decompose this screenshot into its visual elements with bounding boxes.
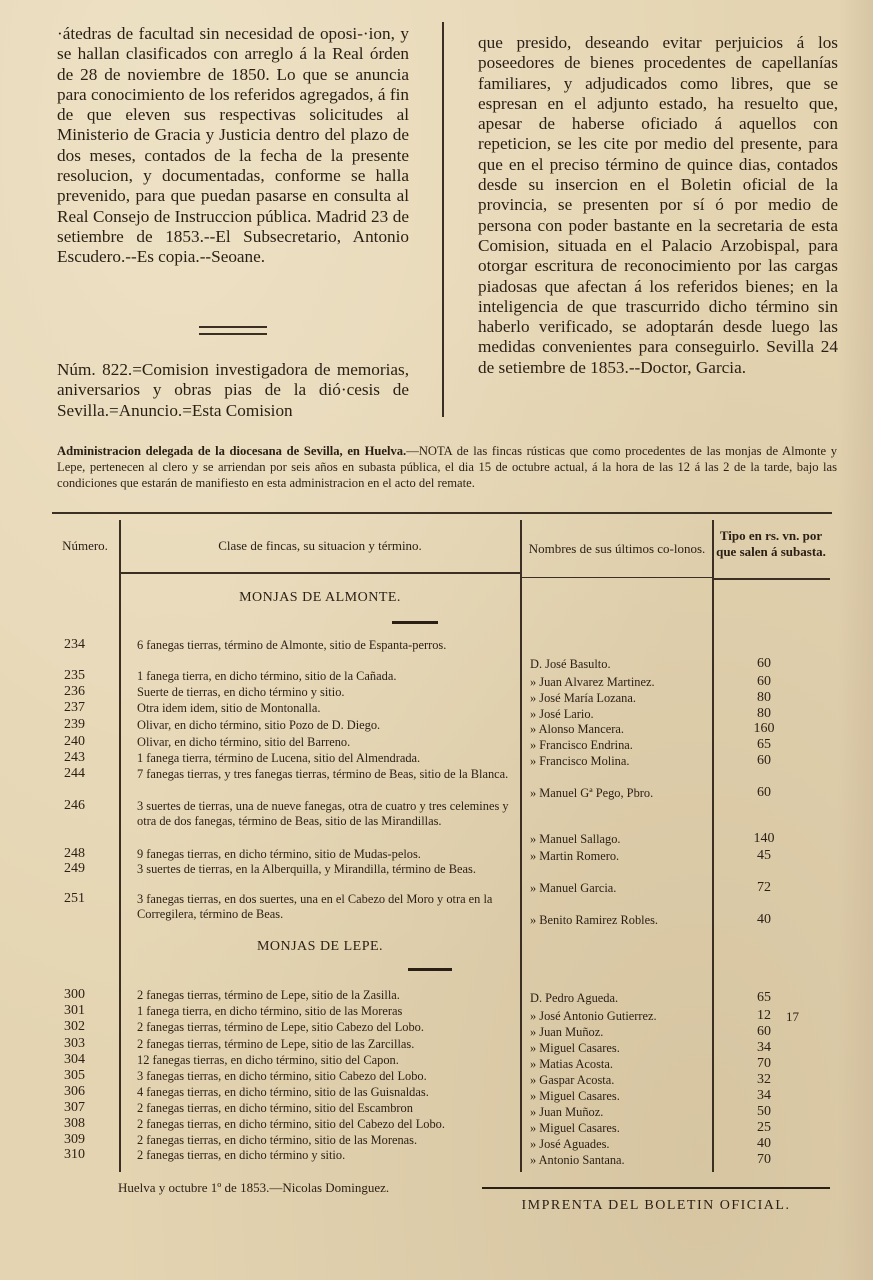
row-owner: » Miguel Casares. (530, 1041, 620, 1055)
row-price: 60 (757, 785, 771, 800)
row-description: Otra idem idem, sitio de Montonalla. (137, 701, 321, 715)
row-description: 7 fanegas tierras, y tres fanegas tierras, término de Beas, sitio de la Blanca. (137, 767, 509, 781)
row-number: 240 (64, 734, 85, 749)
notice-body: —NOTA de las fincas rústicas que como procedentes de las monjas de Almonte y Lepe, pertenecen al clero y se arriendan por seis años en subasta pública, el dia 15 de octubre actual, á la hora de las 12 á las 2 de la tarde, bajo las condiciones que estarán de manifiesto en esta administracion en el acto del remate. (57, 444, 837, 490)
row-number: 244 (64, 766, 85, 781)
left-column (57, 24, 409, 268)
row-price: 72 (757, 880, 771, 895)
row-owner: » Martin Romero. (530, 849, 620, 863)
row-description: 1 fanega tierra, en dicho término, sitio de las Moreras (137, 1004, 403, 1018)
row-owner: » José María Lozana. (530, 691, 636, 705)
section-rule-almonte (392, 621, 438, 624)
row-number: 304 (64, 1052, 85, 1067)
row-number: 308 (64, 1116, 85, 1131)
header-number: Número. (62, 538, 108, 553)
row-price: 34 (757, 1040, 771, 1055)
section-title-almonte: MONJAS DE ALMONTE. (239, 590, 401, 605)
row-owner: » José Aguades. (530, 1137, 610, 1151)
row-price: 40 (757, 1136, 771, 1151)
table-header-rule-2 (522, 577, 712, 578)
row-owner: » Antonio Santana. (530, 1153, 625, 1167)
row-price: 60 (757, 674, 771, 689)
table-header-rule-3 (714, 578, 830, 580)
notice-lead: Administracion delegada de la diocesana de Sevilla, en Huelva. (57, 444, 407, 458)
header-price: Tipo en rs. vn. por que salen á subasta. (716, 528, 826, 559)
row-number: 237 (64, 700, 85, 715)
table-top-rule (52, 512, 832, 514)
row-number: 234 (64, 637, 85, 652)
row-owner: » Manuel Garcia. (530, 881, 617, 895)
row-description: 2 fanegas tierras, en dicho término, sitio del Cabezo del Lobo. (137, 1117, 445, 1131)
row-price: 65 (757, 990, 771, 1005)
row-price: 60 (757, 753, 771, 768)
row-description: 4 fanegas tierras, en dicho término, sitio de las Guisnaldas. (137, 1085, 429, 1099)
row-description: 2 fanegas tierras, en dicho término, sitio del Escambron (137, 1101, 413, 1115)
row-owner: » Juan Muñoz. (530, 1105, 604, 1119)
row-owner: » Manuel Gª Pego, Pbro. (530, 786, 654, 800)
row-price: 50 (757, 1104, 771, 1119)
announcement-822-text: Núm. 822.=Comision investigadora de memorias, aniversarios y obras pias de la dió·cesis de Sevilla.=Anuncio.=Esta Comision (57, 360, 409, 420)
row-price: 140 (753, 831, 775, 846)
row-description: Suerte de tierras, en dicho término y sitio. (137, 685, 345, 699)
row-owner: » José Lario. (530, 707, 594, 721)
row-owner: » Matias Acosta. (530, 1057, 613, 1071)
row-number: 309 (64, 1132, 85, 1147)
row-description: 12 fanegas tierras, en dicho término, sitio del Capon. (137, 1053, 399, 1067)
section-divider (199, 326, 267, 335)
row-number: 300 (64, 987, 85, 1002)
row-description: 2 fanegas tierras, en dicho término, sitio de las Morenas. (137, 1133, 418, 1147)
row-price: 60 (757, 656, 771, 671)
row-owner: » Alonso Mancera. (530, 722, 624, 736)
row-owner: » Juan Alvarez Martinez. (530, 675, 655, 689)
row-description: 2 fanegas tierras, término de Lepe, sitio de las Zarcillas. (137, 1037, 415, 1051)
row-description: 3 fanegas tierras, en dicho término, sitio Cabezo del Lobo. (137, 1069, 427, 1083)
row-description: 2 fanegas tierras, término de Lepe, sitio de la Zasilla. (137, 988, 400, 1002)
left-column-text: ·átedras de facultad sin necesidad de oposi-·ion, y se hallan clasificados con arreglo á la Real órden de 28 de noviembre de 1850. Lo que se anuncia para conocimiento de los referidos agregados, á fin de que eleven sus respectivas solicitudes al Ministerio de Gracia y Justicia dentro del plazo de dos meses, contados de la fecha de la presente resolucion, y documentadas, conforme se halla prevenido, para que puedan pasarse en consulta al Real Consejo de Instruccion pública. Madrid 23 de setiembre de 1853.--El Subsecretario, Antonio Escudero.--Es copia.--Seoane. (57, 24, 409, 267)
printer-imprint: IMPRENTA DEL BOLETIN OFICIAL. (521, 1198, 791, 1213)
page-edge-shadow (838, 0, 873, 1280)
row-price: 70 (757, 1152, 771, 1167)
row-owner: » Juan Muñoz. (530, 1025, 604, 1039)
row-number: 236 (64, 684, 85, 699)
row-price: 60 (757, 1024, 771, 1039)
row-number: 303 (64, 1036, 85, 1051)
row-description: Olivar, en dicho término, sitio Pozo de D. Diego. (137, 718, 381, 732)
row-price: 80 (757, 690, 771, 705)
section-rule-lepe (408, 968, 452, 971)
row-number: 249 (64, 861, 85, 876)
table-header-rule (120, 572, 520, 574)
row-description: 1 fanega tierra, en dicho término, sitio de la Cañada. (137, 669, 397, 683)
row-price: 40 (757, 912, 771, 927)
row-description: Olivar, en dicho término, sitio del Barreno. (137, 735, 351, 749)
row-owner: » Francisco Molina. (530, 754, 630, 768)
row-number: 243 (64, 750, 85, 765)
row-price: 45 (757, 848, 771, 863)
table-col-rule-1 (119, 520, 121, 1172)
row-number: 239 (64, 717, 85, 732)
row-number: 248 (64, 846, 85, 861)
row-owner: » Benito Ramirez Robles. (530, 913, 659, 927)
footer-rule (482, 1187, 830, 1189)
right-column-text: que presido, deseando evitar perjuicios á los poseedores de bienes procedentes de capellanías familiares, y adjudicados como libres, que se espresan en el adjunto estado, ha resuelto que, apesar de haberse oficiado á aquellos con repeticion, se les cite por medio del presente, para que en el preciso término de quince dias, contados desde su insercion en el Boletin oficial de la provincia, se presenten por sí ó por medio de persona con poder bastante en la secretaria de esta Comision, situada en el Palacio Arzobispal, para otorgar escritura de reconocimiento por las cargas piadosas que afectan á los referidos bienes; en la inteligencia de que trascurrido dicho término sin haberlo verificado, se adoptarán desde luego las medidas convenientes para conseguirlo. Sevilla 24 de setiembre de 1853.--Doctor, Garcia. (478, 33, 838, 377)
section-title-lepe: MONJAS DE LEPE. (256, 939, 384, 954)
row-price: 65 (757, 737, 771, 752)
table-col-rule-3 (712, 520, 714, 1172)
row-price: 32 (757, 1072, 771, 1087)
row-owner: » Gaspar Acosta. (530, 1073, 615, 1087)
row-number: 246 (64, 798, 85, 813)
table-col-rule-2 (520, 520, 522, 1172)
row-number: 302 (64, 1019, 85, 1034)
row-number: 305 (64, 1068, 85, 1083)
row-price: 25 (757, 1120, 771, 1135)
row-description: 3 fanegas tierras, en dos suertes, una en el Cabezo del Moro y otra en la Corregilera, término de Beas. (137, 892, 493, 922)
row-description: 2 fanegas tierras, en dicho término y sitio. (137, 1148, 346, 1162)
row-number: 251 (64, 891, 85, 906)
row-price: 12 (757, 1008, 771, 1023)
row-owner: » Miguel Casares. (530, 1121, 620, 1135)
row-description: 2 fanegas tierras, término de Lepe, sitio Cabezo del Lobo. (137, 1020, 424, 1034)
row-number: 306 (64, 1084, 85, 1099)
row-owner: » Francisco Endrina. (530, 738, 633, 752)
row-owner: » Manuel Sallago. (530, 832, 621, 846)
row-description: 1 fanega tierra, término de Lucena, sitio del Almendrada. (137, 751, 421, 765)
notice-paragraph (57, 443, 837, 491)
row-extra-value: 17 (786, 1009, 799, 1024)
header-owners: Nombres de sus últimos co-lonos. (528, 541, 706, 556)
row-number: 307 (64, 1100, 85, 1115)
announcement-822 (57, 360, 409, 421)
row-price: 34 (757, 1088, 771, 1103)
row-description: 3 suertes de tierras, en la Alberquilla, y Mirandilla, término de Beas. (137, 862, 476, 876)
header-class: Clase de fincas, su situacion y término. (218, 538, 422, 553)
row-description: 9 fanegas tierras, en dicho término, sitio de Mudas-pelos. (137, 847, 421, 861)
column-rule (442, 22, 444, 417)
row-price: 160 (753, 721, 775, 736)
row-price: 80 (757, 706, 771, 721)
row-owner: » José Antonio Gutierrez. (530, 1009, 657, 1023)
row-description: 3 suertes de tierras, una de nueve fanegas, otra de cuatro y tres celemines y otra de dos fanegas, término de Beas, sitio de las Mirandillas. (137, 799, 509, 829)
row-number: 310 (64, 1147, 85, 1162)
signature-line: Huelva y octubre 1º de 1853.—Nicolas Dominguez. (118, 1180, 390, 1195)
row-owner: D. Pedro Agueda. (530, 991, 619, 1005)
row-description: 6 fanegas tierras, término de Almonte, sitio de Espanta-perros. (137, 638, 447, 652)
right-column (478, 33, 838, 378)
row-number: 235 (64, 668, 85, 683)
row-price: 70 (757, 1056, 771, 1071)
row-number: 301 (64, 1003, 85, 1018)
row-owner: » Miguel Casares. (530, 1089, 620, 1103)
row-owner: D. José Basulto. (530, 657, 611, 671)
